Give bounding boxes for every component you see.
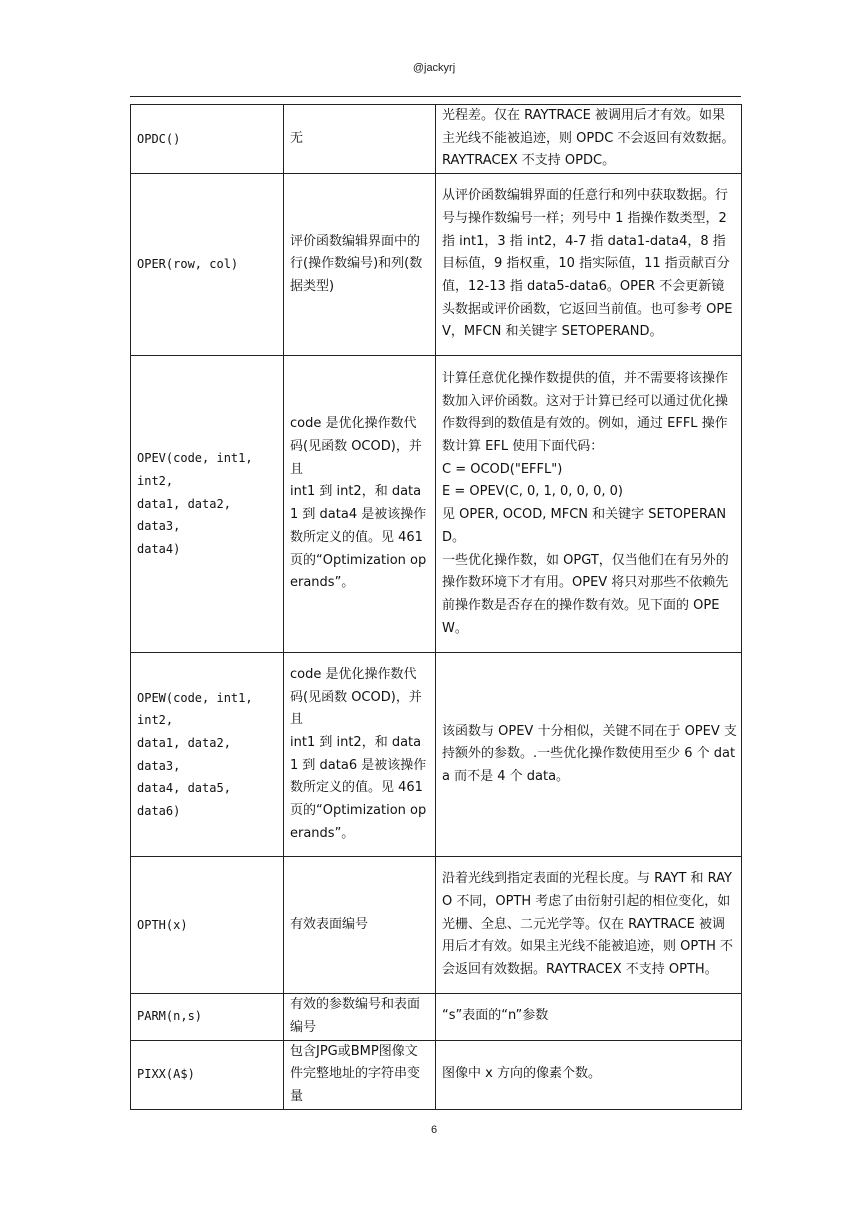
function-name-cell: OPEW(code, int1, int2, data1, data2, data3, data4, data5, data6) xyxy=(131,653,284,857)
table-row xyxy=(131,653,742,857)
description-cell: “s”表面的“n”参数 xyxy=(436,994,742,1040)
function-name-cell: OPDC() xyxy=(131,105,284,174)
argument-cell: 评价函数编辑界面中的行(操作数编号)和列(数据类型) xyxy=(284,174,436,356)
table-row xyxy=(131,994,742,1040)
description-cell: 沿着光线到指定表面的光程长度。与 RAYT 和 RAYO 不同，OPTH 考虑了由衍射引起的相位变化，如光栅、全息、二元光学等。仅在 RAYTRACE 被调用后才有效。如果主光线不能被追迹，则 OPTH 不会返回有效数据。RAYTRACEX 不支持 OPTH。 xyxy=(436,857,742,994)
argument-cell: code 是优化操作数代码(见函数 OCOD)，并且 int1 到 int2，和 data1 到 data6 是被该操作数所定义的值。见 461 页的“Optimization operands”。 xyxy=(284,653,436,857)
function-reference-table xyxy=(130,104,742,1110)
argument-cell: code 是优化操作数代码(见函数 OCOD)，并且 int1 到 int2，和 data1 到 data4 是被该操作数所定义的值。见 461 页的“Optimization operands”。 xyxy=(284,356,436,653)
function-name-cell: OPEV(code, int1, int2, data1, data2, data3, data4) xyxy=(131,356,284,653)
description-cell: 从评价函数编辑界面的任意行和列中获取数据。行号与操作数编号一样；列号中 1 指操作数类型，2 指 int1，3 指 int2，4-7 指 data1-data4，8 指目标值，9 指权重，10 指实际值，11 指贡献百分值，12-13 指 data5-data6。OPER 不会更新镜头数据或评价函数，它返回当前值。也可参考 OPEV，MFCN 和关键字 SETOPERAND。 xyxy=(436,174,742,356)
table-row xyxy=(131,1040,742,1109)
function-name-cell: PARM(n,s) xyxy=(131,994,284,1040)
page-header-author: @jackyrj xyxy=(412,62,456,74)
argument-cell: 包含JPG或BMP图像文件完整地址的字符串变量 xyxy=(284,1040,436,1109)
argument-cell: 无 xyxy=(284,105,436,174)
argument-cell: 有效的参数编号和表面编号 xyxy=(284,994,436,1040)
description-cell: 该函数与 OPEV 十分相似，关键不同在于 OPEV 支持额外的参数。.一些优化操作数使用至少 6 个 data 而不是 4 个 data。 xyxy=(436,653,742,857)
description-cell: 图像中 x 方向的像素个数。 xyxy=(436,1040,742,1109)
function-name-cell: PIXX(A$) xyxy=(131,1040,284,1109)
header-divider xyxy=(130,96,741,97)
table-row xyxy=(131,356,742,653)
table-row xyxy=(131,105,742,174)
description-cell: 计算任意优化操作数提供的值，并不需要将该操作数加入评价函数。这对于计算已经可以通过优化操作数得到的数值是有效的。例如，通过 EFFL 操作数计算 EFL 使用下面代码： C = OCOD("EFFL") E = OPEV(C, 0, 1, 0, 0, 0, 0) 见 OPER, OCOD, MFCN 和关键字 SETOPERAND。 一些优化操作数，如 OPGT，仅当他们在有另外的操作数环境下才有用。OPEV 将只对那些不依赖先前操作数是否存在的操作数有效。见下面的 OPEW。 xyxy=(436,356,742,653)
table-row xyxy=(131,174,742,356)
argument-cell: 有效表面编号 xyxy=(284,857,436,994)
function-name-cell: OPER(row, col) xyxy=(131,174,284,356)
page-number: 6 xyxy=(430,1124,438,1136)
description-cell: 光程差。仅在 RAYTRACE 被调用后才有效。如果主光线不能被追迹，则 OPDC 不会返回有效数据。RAYTRACEX 不支持 OPDC。 xyxy=(436,105,742,174)
table-row xyxy=(131,857,742,994)
function-name-cell: OPTH(x) xyxy=(131,857,284,994)
